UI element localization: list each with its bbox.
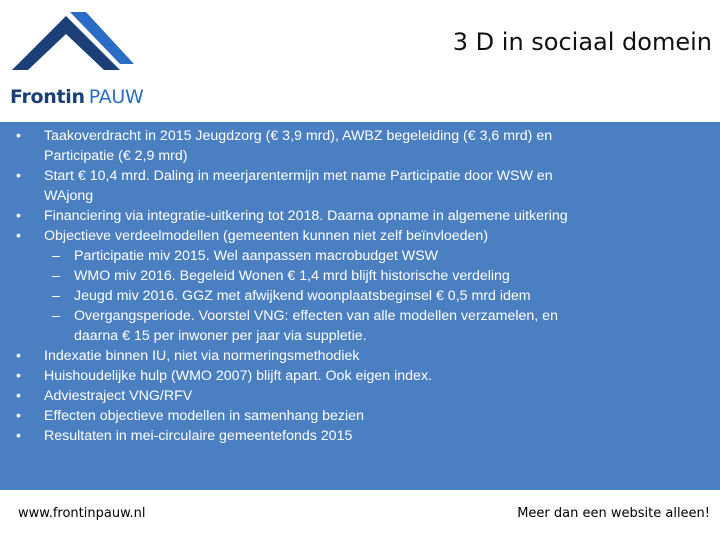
bullet-line: Participatie (€ 2,9 mrd)	[44, 148, 188, 164]
bullet-line: • Taakoverdracht in 2015 Jeugdzorg (€ 3,9 mrd), AWBZ begeleiding (€ 3,6 mrd) en	[44, 128, 553, 144]
company-logo	[8, 8, 144, 113]
bullet-item	[12, 166, 712, 206]
bullet-item	[12, 386, 712, 406]
bullet-line: – Participatie miv 2015. Wel aanpassen macrobudget WSW	[74, 248, 439, 264]
content-panel	[0, 122, 720, 490]
bullet-line: daarna € 15 per inwoner per jaar via suppletie.	[74, 328, 367, 344]
footer-website: www.frontinpauw.nl	[18, 506, 146, 521]
sub-bullet-item	[12, 306, 712, 346]
bullet-line: • Resultaten in mei-circulaire gemeentefonds 2015	[44, 428, 353, 444]
slide-title: 3 D in sociaal domein	[452, 28, 712, 56]
bullet-line: • Indexatie binnen IU, niet via normeringsmethodiek	[44, 348, 360, 364]
bullet-line: • Financiering via integratie-uitkering tot 2018. Daarna opname in algemene uitkering	[44, 208, 568, 224]
bullet-item	[12, 366, 712, 386]
sub-bullet-item	[12, 246, 712, 266]
logo-accent: PAUW	[88, 86, 144, 108]
footer-slogan: Meer dan een website alleen!	[517, 506, 710, 521]
bullet-line: • Objectieve verdeelmodellen (gemeenten kunnen niet zelf beïnvloeden)	[44, 228, 489, 244]
logo-name: Frontin	[10, 86, 85, 108]
bullet-line: – Overgangsperiode. Voorstel VNG: effecten van alle modellen verzamelen, en	[74, 308, 558, 324]
bullet-line: • Huishoudelijke hulp (WMO 2007) blijft apart. Ook eigen index.	[44, 368, 432, 384]
bullet-list	[12, 126, 712, 446]
bullet-line: • Adviestraject VNG/RFV	[44, 388, 193, 404]
bullet-item	[12, 126, 712, 166]
bullet-line: WAjong	[44, 188, 94, 204]
bullet-item	[12, 226, 712, 246]
bullet-item	[12, 426, 712, 446]
roof-chevron-logo-icon	[8, 8, 138, 84]
bullet-item	[12, 206, 712, 226]
bullet-line: – Jeugd miv 2016. GGZ met afwijkend woonplaatsbeginsel € 0,5 mrd idem	[74, 288, 531, 304]
bullet-item	[12, 406, 712, 426]
logo-wordmark	[10, 86, 143, 108]
bullet-line: – WMO miv 2016. Begeleid Wonen € 1,4 mrd blijft historische verdeling	[74, 268, 510, 284]
bullet-line: • Start € 10,4 mrd. Daling in meerjarentermijn met name Participatie door WSW en	[44, 168, 553, 184]
sub-bullet-item	[12, 266, 712, 286]
sub-bullet-item	[12, 286, 712, 306]
bullet-item	[12, 346, 712, 366]
bullet-line: • Effecten objectieve modellen in samenhang bezien	[44, 408, 364, 424]
